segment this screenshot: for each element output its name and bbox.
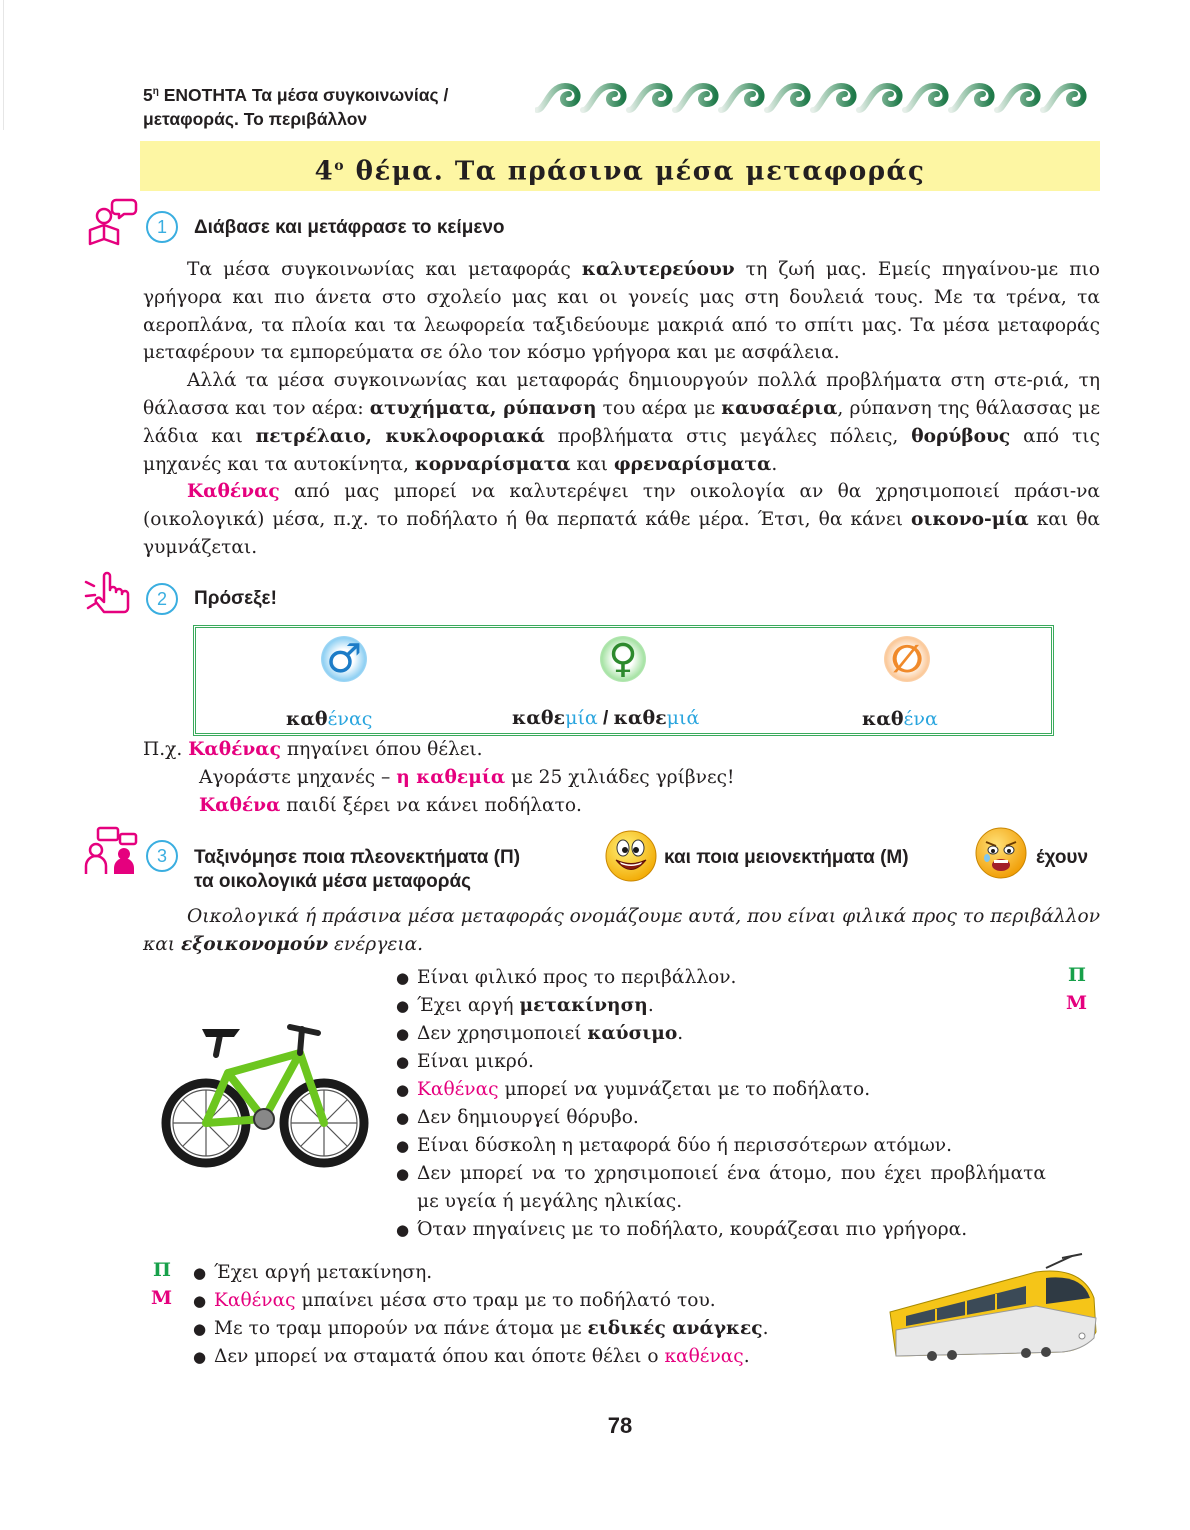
eco-transport-definition: Οικολογικά ή πράσινα μέσα μεταφοράς ονομάζουμε αυτά, που είναι φιλικά προς το περιβάλλον και εξοικονομούν ενέργεια. [143,906,1100,955]
list-item: ● Όταν πηγαίνεις με το ποδήλατο, κουράζεσαι πιο γρήγορα. [396,1216,1046,1244]
example-2: Αγοράστε μηχανές – η καθεμία με 25 χιλιάδες γρίβνες! [199,767,735,788]
feminine-word: καθεμία / καθεμιά [512,707,700,729]
example-1: Π.χ. Καθένας πηγαίνει όπου θέλει. [143,739,483,760]
neuter-column [807,636,1007,682]
sad-face-icon [974,826,1028,880]
page-number: 78 [607,1413,633,1438]
tram-statements-list [193,1259,873,1371]
example-3: Καθένα παιδί ξέρει να κάνει ποδήλατο. [199,795,582,816]
list-item: ● Δεν μπορεί να το χρησιμοποιεί ένα άτομο, που έχει προβλήματα με υγεία ή μεγάλης ηλικίας. [396,1160,1046,1216]
list-item: ● Έχει αργή μετακίνηση. [193,1259,873,1287]
list-item: ● Δεν μπορεί να σταματά όπου και όποτε θέλει ο καθένας. [193,1343,873,1371]
list-item: ● Έχει αργή μετακίνηση. [396,992,1046,1020]
female-symbol-icon: ♀ [600,636,646,682]
tram-image [886,1252,1100,1366]
unit-number-sup: η [152,86,159,97]
page-edge-line [3,0,4,130]
list-item: ● Καθένας μπαίνει μέσα στο τραμ με το ποδήλατό του. [193,1287,873,1315]
topic-title-bar [140,141,1100,191]
task-1-heading: Διάβασε και μετάφρασε το κείμενο [194,217,505,238]
reading-student-icon [86,196,138,248]
list-item: ● Είναι φιλικό προς το περιβάλλον. [396,964,1046,992]
legend-advantage-p: Π [1068,964,1086,986]
list-item: ● Είναι μικρό. [396,1048,1046,1076]
neuter-word: καθένα [862,708,938,730]
male-column [244,636,444,682]
discussion-people-icon [84,826,138,878]
tram-legend-m: Μ [151,1287,173,1309]
bicycle-image [160,1015,372,1175]
female-column [523,636,723,682]
task-number-1: 1 [146,211,178,243]
examples-block [143,736,734,820]
greek-wave-ornament [535,76,1100,118]
tram-legend-p: Π [153,1259,171,1281]
bicycle-statements-list [396,964,1046,1244]
topic-title: $4^o$ θέμα. Τα πράσινα μέσα μεταφοράς [314,156,926,187]
attention-hand-icon [84,570,136,616]
male-symbol-icon: ♂ [321,636,367,682]
paragraph-3: Καθένας από μας μπορεί να καλυτερέψει την οικολογία αν θα χρησιμοποιεί πράσι-να (οικολογικά) μέσα, π.χ. το ποδήλατο ή θα περπατά κάθε μέρα. Έτσι, θα κάνει οικονο-μία και θα γυμνάζεται. [143,481,1100,558]
paragraph-2: Αλλά τα μέσα συγκοινωνίας και μεταφοράς δημιουργούν πολλά προβλήματα στη στε-ριά, τη θάλασσα και τον αέρα: ατυχήματα, ρύπανση του αέρα με καυσαέρια, ρύπανση της θάλασσας με λάδια και πετρέλαιο, κυκλοφοριακά προβλήματα στις μεγάλες πόλεις, θορύβους από τις μηχανές και τα αυτοκίνητα, κορναρίσματα και φρεναρίσματα. [143,370,1101,475]
task-3-heading-line2: τα οικολογικά μέσα μεταφοράς [194,871,472,892]
unit-number: 5 [143,84,153,105]
list-item: ● Με το τραμ μπορούν να πάνε άτομα με ειδικές ανάγκες. [193,1315,873,1343]
happy-face-icon [604,829,658,883]
list-item: ● Δεν χρησιμοποιεί καύσιμο. [396,1020,1046,1048]
task-number-2: 2 [146,583,178,615]
neuter-symbol-icon: ∅ [884,636,930,682]
task-number-3: 3 [146,840,178,872]
task-3-heading-part3: έχουν [1036,847,1089,868]
paragraph-1: Τα μέσα συγκοινωνίας και μεταφοράς καλυτερεύουν τη ζωή μας. Εμείς πηγαίνου-με πιο γρήγορα και πιο άνετα στο σχολείο μας και οι γονείς μας στη δουλειά τους. Με τα τρένα, τα αεροπλάνα, τα πλοία και τα λεωφορεία ταξιδεύουμε μακριά από το σπίτι μας. Τα μέσα μεταφοράς μεταφέρουν τα εμπορεύματα σε όλο τον κόσμο γρήγορα και με ασφάλεια. [143,259,1100,364]
task-3-heading-part2: και ποια μειονεκτήματα (Μ) [664,847,909,868]
task-2-heading: Πρόσεξε! [194,588,277,609]
unit-header [143,80,543,131]
list-item: ● Είναι δύσκολη η μεταφορά δύο ή περισσότερων ατόμων. [396,1132,1046,1160]
task-3-heading-part1: Ταξινόμησε ποια πλεονεκτήματα (Π) [194,847,521,868]
gender-forms-box [193,625,1054,736]
list-item: ● Δεν δημιουργεί θόρυβο. [396,1104,1046,1132]
list-item: ● Καθένας μπορεί να γυμνάζεται με το ποδήλατο. [396,1076,1046,1104]
unit-title-line2: μεταφοράς. Το περιβάλλον [143,108,368,129]
masculine-word: καθένας [286,708,373,730]
reading-text [143,256,1100,562]
unit-title-line1: ΕΝΟΤΗΤΑ Τα μέσα συγκοινωνίας / [158,84,449,105]
legend-disadvantage-m: Μ [1066,992,1088,1014]
